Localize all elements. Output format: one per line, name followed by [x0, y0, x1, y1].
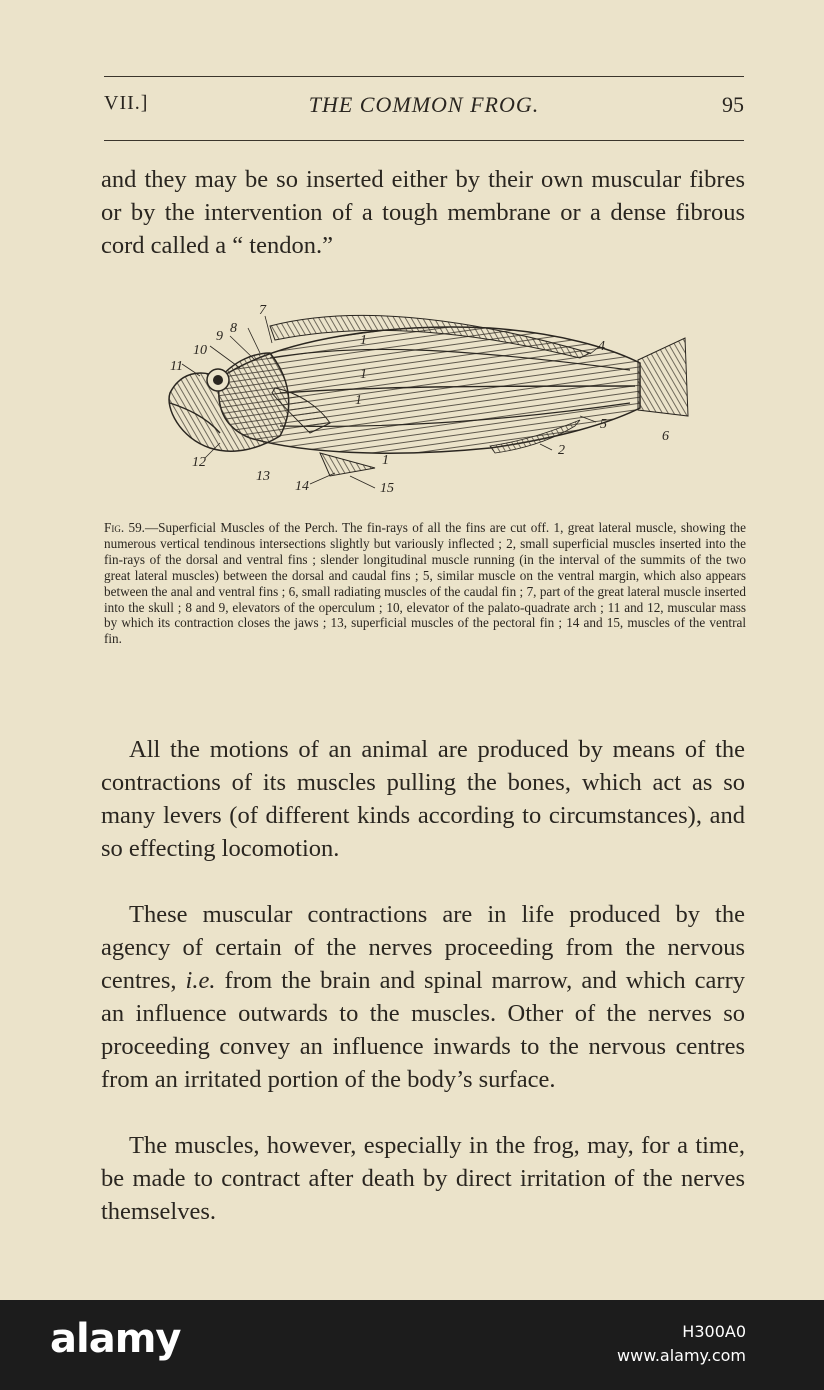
label-6: 6: [662, 429, 669, 444]
label-1c: 1: [355, 393, 362, 408]
label-1a: 1: [360, 333, 367, 348]
stock-footer: [0, 1300, 824, 1390]
paragraph-1: and they may be so inserted either by their own muscular fibres or by the intervention of a tough membrane or a dense fibrous cord called a “ tendon.”: [101, 166, 745, 259]
image-id: H300A0: [682, 1322, 746, 1341]
caption-text: —Superficial Muscles of the Perch. The fin-rays of all the fins are cut off. 1, great lateral muscle, showing the numerous vertical tendinous intersections slightly but variously inflected ; 2, small superficial muscles inserted into the fin-rays of the dorsal and ventral fins ; slender longitudinal muscle running (in the interval of the summits of the two great lateral muscles) between the dorsal and caudal fins ; 5, similar muscle on the ventral margin, which also appears between the anal and ventral fins ; 6, small radiating muscles of the caudal fin ; 7, part of the great lateral muscle inserted into the skull ; 8 and 9, elevators of the operculum ; 10, elevator of the palato-quadrate arch ; 11 and 12, muscular mass by which its contraction closes the jaws ; 13, superficial muscles of the pectoral fin ; 14 and 15, muscles of the ventral fin.: [104, 520, 746, 647]
page-number: 95: [722, 92, 744, 117]
label-1d: 1: [382, 453, 389, 468]
label-2: 2: [558, 443, 565, 458]
paragraph-3-start: These muscular contractions are in life produced by the agency of certain of the nerves proceeding from the nervous centres,: [101, 901, 745, 994]
top-rule: [104, 76, 744, 77]
label-11: 11: [170, 359, 183, 374]
chapter-marker: VII.]: [104, 92, 149, 114]
label-14: 14: [295, 479, 309, 494]
paragraph-4: The muscles, however, especially in the frog, may, for a time, be made to contract after death by direct irritation of the nerves themselves.: [101, 1132, 745, 1225]
label-12: 12: [192, 455, 206, 470]
label-1b: 1: [360, 367, 367, 382]
caption-label: Fig. 59.: [104, 520, 145, 535]
label-15: 15: [380, 481, 394, 496]
label-10: 10: [193, 343, 207, 358]
ventral-fin: [320, 453, 375, 476]
label-8: 8: [230, 321, 237, 336]
label-5: 5: [600, 417, 607, 432]
label-7: 7: [259, 303, 266, 318]
label-9: 9: [216, 329, 223, 344]
alamy-logo: alamy: [50, 1316, 181, 1362]
paragraph-2: All the motions of an animal are produced by means of the contractions of its muscles pulling the bones, which act as so many levers (of different kinds according to circumstances), and so effecting locomotion.: [101, 736, 745, 862]
footer-url: www.alamy.com: [617, 1346, 746, 1365]
paragraph-3-italic: i.e.: [185, 967, 216, 994]
caudal-fin: [638, 338, 688, 416]
paragraph-3-end: from the brain and spinal marrow, and which carry an influence outwards to the muscles. Other of the nerves so proceeding convey an influence inwards to the nervous centres from an irritated portion of the body’s surface.: [101, 967, 745, 1093]
label-4: 4: [598, 339, 605, 354]
header-rule: [104, 140, 744, 141]
figure-caption: [104, 520, 746, 647]
paragraph-3: [101, 898, 745, 1096]
running-head: [104, 92, 744, 122]
label-13: 13: [256, 469, 270, 484]
perch-muscles-figure: [160, 298, 690, 500]
running-title: THE COMMON FROG.: [308, 92, 540, 117]
